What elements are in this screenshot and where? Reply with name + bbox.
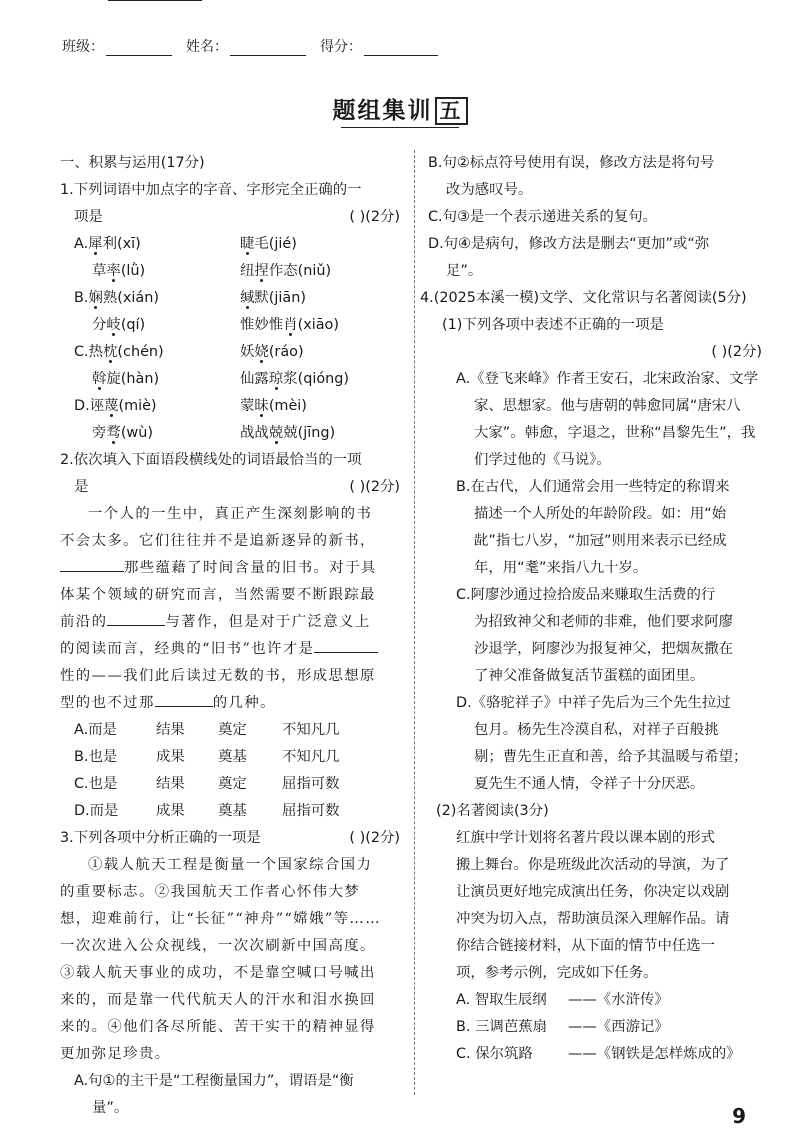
q4-sub2-option-plot: C. 保尔筑路 [456,1046,533,1062]
q3-stem-text: 3.下列各项中分析正确的一项是 [60,830,261,846]
q1-stem-end: 项是 [74,209,103,225]
q3-answer-paren[interactable]: ( )(2分) [349,830,400,846]
q4-option-a [428,366,762,474]
q4-option-d [428,690,762,798]
q1-opt-d4: 战战兢兢(jīng) [240,425,336,441]
q3-passage-line: 一次次进入公众视线，一次次刷新中国高度。 [60,938,376,954]
title-main: 题组集训 [332,98,433,124]
q1-opt-a3: 草率(lǜ) [92,263,146,279]
q1-option-row [60,285,400,312]
q4-sub2-passage-line: 红旗中学计划将名著片段以课本剧的形式 [456,830,716,846]
q1-stem: 1.下列词语中加点字的字音、字形完全正确的一 [60,182,362,198]
top-rule [108,0,202,1]
q1-opt-b4: 惟妙惟肖(xiāo) [240,317,339,333]
q3-passage-line: 想，迎难前行，让“长征”“神舟”“嫦娥”等…… [60,911,381,927]
q1-opt-d1: D.诬蔑(miè) [74,398,157,414]
q2-passage-text: 的阅读而言，经典的“旧书”也许才是 [60,641,315,657]
q2-passage-text: 那些蕴藉了时间含量的旧书。对于具 [124,560,377,576]
q4-option-b [428,474,762,582]
q4-sub2-options [428,987,762,1068]
score-label: 得分： [320,39,362,55]
q4-option-a-line: 家、思想家。他与唐朝的韩愈同属“唐宋八 [474,398,741,414]
q4-sub2-option [456,987,762,1014]
page-title [0,92,800,128]
q2-option-cell: 奠基 [218,749,247,765]
q3-passage-line: 来的。④他们各尽所能、苦干实干的精神显得 [60,1019,376,1035]
q2-option-row [60,717,400,744]
class-label: 班级： [62,39,104,55]
q2-passage-line: 体某个领域的研究而言，当然需要不断跟踪最 [60,587,376,603]
q2-blank-2[interactable] [107,611,165,626]
q2-option-cell: C.也是 [74,776,118,792]
q4-sub2-passage-line: 你结合链接材料，从下面的情节中任选一 [456,938,716,954]
q2-passage-text: 的几种。 [212,695,276,711]
q1-answer-paren[interactable]: ( )(2分) [349,209,400,225]
q2-passage-line [60,636,400,663]
q4-option-b-line: 年，用“耄”来指八九十岁。 [474,560,648,576]
q3-option-a: A.句①的主干是“工程衡量国力”，谓语是“衡 [74,1073,354,1089]
q4-option-b-line: 描述一个人所处的年龄阶段。如：用“始 [474,506,727,522]
q2-blank-3[interactable] [314,638,378,653]
q2-option-cell: 成果 [156,803,185,819]
q3-passage-line: 来的，而是靠一代代航天人的汗水和泪水换回 [60,992,376,1008]
q2-passage-line [60,555,400,582]
q2-blank-4[interactable] [155,692,213,707]
q4-sub2-option [456,1041,762,1068]
q1-opt-a1: A.犀利(xī) [74,236,141,252]
score-blank[interactable] [364,54,438,56]
q2-option-cell: 成果 [156,749,185,765]
q4-sub1-stem: (1)下列各项中表述不正确的一项是 [442,317,664,333]
q2-passage-line: 不会太多。它们往往并不是追新逐异的新书， [60,533,376,549]
q3-passage-line: 的重要标志。②我国航天工作者心怀伟大梦 [60,884,361,900]
q3-option-d: D.句④是病句，修改方法是删去“更加”或“弥 [428,236,710,252]
q4-sub2-passage-line: 让演员更好地完成演出任务，你决定以戏剧 [456,884,730,900]
q4-option-b-line: B.在古代，人们通常会用一些特定的称谓来 [456,479,730,495]
q2-passage-line: 一个人的一生中，真正产生深刻影响的书 [88,506,373,522]
q1-stem-cont [60,204,400,231]
q1-opt-b1: B.娴熟(xián) [74,290,159,306]
q1-option-row [60,366,400,393]
q2-option-row [60,798,400,825]
q4-sub2-passage-line: 搬上舞台。你是班级此次活动的导演，为了 [456,857,730,873]
q4-stem: 4.(2025本溪一模)文学、文化常识与名著阅读(5分) [420,290,747,306]
q2-option-cell: A.而是 [74,722,117,738]
q4-option-c-line: 了神父准备做复活节蛋糕的面团里。 [474,668,705,684]
q4-sub1-answer-paren[interactable]: ( )(2分) [711,344,762,360]
q4-option-a-line: A.《登飞来峰》作者王安石，北宋政治家、文学 [456,371,758,387]
q2-passage-line [60,690,400,717]
q2-options [60,717,400,825]
q2-passage-text: 与著作，但是对于广泛意义上 [165,614,371,630]
q1-opt-c1: C.热枕(chén) [74,344,164,360]
q4-sub2-option-book: ——《钢铁是怎样炼成的》 [568,1046,741,1062]
q4-option-d-line: 剔；曹先生正直和善，给予其温暖与希望； [474,749,748,765]
q3-option-b-cont: 改为感叹号。 [446,182,533,198]
q1-opt-c2: 妖娆(ráo) [240,344,304,360]
q2-passage-line: 性的——我们此后读过无数的书，形成思想原 [60,668,376,684]
column-divider [414,150,415,1095]
title-number-box: 五 [435,97,468,125]
q3-option-a-cont: 量”。 [92,1100,129,1116]
q4-sub2-option-book: ——《西游记》 [568,1019,669,1035]
q3-passage-line: ③载人航天事业的成功，不是靠空喊口号喊出 [60,965,376,981]
left-column [60,150,400,1122]
q3-option-d-cont: 足”。 [446,263,483,279]
q1-opt-b2: 缄默(jiān) [240,290,306,306]
q1-option-row [60,231,400,258]
q4-option-a-line: 大家”。韩愈，字退之，世称“昌黎先生”，我 [474,425,756,441]
q1-opt-c3: 斡旋(hàn) [92,371,160,387]
q4-option-b-line: 龀”指七八岁，“加冠”则用来表示已经成 [474,533,727,549]
q1-option-row [60,339,400,366]
q1-opt-b3: 分岐(qí) [92,317,146,333]
page-number: 9 [732,1104,746,1128]
q1-option-row [60,393,400,420]
q1-opt-d3: 旁骛(wù) [92,425,153,441]
q4-sub2-option-book: ——《水浒传》 [568,992,669,1008]
q3-option-c: C.句③是一个表示递进关系的复句。 [428,209,657,225]
q2-option-cell: 结果 [156,722,185,738]
q1-opt-a2: 睫毛(jié) [240,236,297,252]
q2-option-cell: 不知凡几 [282,722,340,738]
student-info-header [62,36,452,56]
q4-option-d-line: D.《骆驼祥子》中祥子先后为三个先生拉过 [456,695,731,711]
q4-sub2-passage [428,825,762,987]
q4-option-a-line: 们学过他的《马说》。 [474,452,611,468]
q2-stem: 2.依次填入下面语段横线处的词语最恰当的一项 [60,452,362,468]
q1-option-row [60,258,400,285]
q4-option-d-line: 包月。杨先生冷漠自私，对祥子百般挑 [474,722,719,738]
q3-option-b: B.句②标点符号使用有误，修改方法是将句号 [428,155,715,171]
q2-option-cell: 屈指可数 [282,776,340,792]
q2-passage-text: 型的也不过那 [60,695,155,711]
q3-passage-line: 更加弥足珍贵。 [60,1046,171,1062]
q1-option-row [60,312,400,339]
q4-option-c-line: 沙退学，阿廖沙为报复神父，把烟灰撒在 [474,641,734,657]
q4-option-c-line: 为招致神父和老师的非难，他们要求阿廖 [474,614,734,630]
q1-option-row [60,420,400,447]
q2-option-cell: 奠基 [218,803,247,819]
class-blank[interactable] [106,54,172,56]
q4-option-c [428,582,762,690]
q2-option-cell: B.也是 [74,749,118,765]
q4-sub2-option-plot: A. 智取生辰纲 [456,992,547,1008]
q2-option-cell: 奠定 [218,722,247,738]
q4-option-c-line: C.阿廖沙通过捡拾废品来赚取生活费的行 [456,587,716,603]
section-heading: 一、积累与运用(17分) [60,155,205,171]
q3-stem [60,825,400,852]
q4-sub2-stem: (2)名著阅读(3分) [436,803,549,819]
q2-stem-end: 是 [74,479,89,495]
q1-opt-c4: 仙露琼浆(qióng) [240,371,350,387]
q3-passage-line: ①载人航天工程是衡量一个国家综合国力 [88,857,373,873]
name-label: 姓名： [186,39,228,55]
q2-option-cell: D.而是 [74,803,119,819]
q2-passage-text: 前沿的 [60,614,108,630]
q2-answer-paren[interactable]: ( )(2分) [349,479,400,495]
q2-option-row [60,771,400,798]
q4-sub2-passage-line: 项，参考示例，完成如下任务。 [456,965,658,981]
q2-option-cell: 结果 [156,776,185,792]
name-blank[interactable] [230,54,306,56]
q2-stem-cont [60,474,400,501]
q2-option-cell: 奠定 [218,776,247,792]
q4-sub2-option-plot: B. 三调芭蕉扇 [456,1019,547,1035]
q2-option-row [60,744,400,771]
q1-opt-a4: 纽捏作态(niǔ) [240,263,332,279]
q4-option-d-line: 夏先生不通人情，令祥子十分厌恶。 [474,776,705,792]
q2-blank-1[interactable] [60,557,124,572]
q2-option-cell: 不知凡几 [282,749,340,765]
q2-option-cell: 屈指可数 [282,803,340,819]
right-column [420,150,762,1068]
title-underline [341,127,459,128]
q4-sub2-option [456,1014,762,1041]
q1-opt-d2: 蒙昧(mèi) [240,398,307,414]
q2-passage-line [60,609,400,636]
q4-sub2-passage-line: 冲突为切入点，帮助演员深入理解作品。请 [456,911,730,927]
